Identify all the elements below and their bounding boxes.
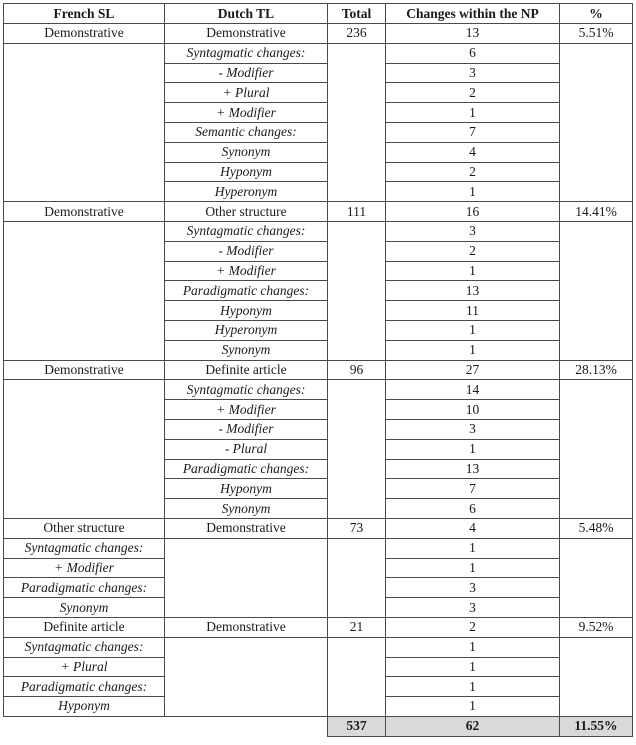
percentage: 14.41% [560,202,633,222]
change-label: Paradigmatic changes: [4,578,165,598]
header-percent: % [560,4,633,24]
header-french-sl: French SL [4,4,165,24]
source-structure: Demonstrative [4,202,165,222]
change-value: 1 [386,637,560,657]
header-row [4,4,633,24]
change-value: 1 [386,439,560,459]
change-value: 1 [386,340,560,360]
change-label: + Plural [165,83,328,103]
change-label: + Modifier [165,103,328,123]
grand-total: 537 [328,716,386,736]
empty-cell [4,43,165,201]
header-total: Total [328,4,386,24]
change-label: - Modifier [165,419,328,439]
np-changes-table [3,3,633,737]
table-row [4,380,633,400]
table-row [4,360,633,380]
change-label: Syntagmatic changes: [165,221,328,241]
total-count: 111 [328,202,386,222]
change-label: Syntagmatic changes: [4,637,165,657]
table-row [4,538,633,558]
change-value: 3 [386,221,560,241]
change-value: 1 [386,261,560,281]
empty-cell [560,221,633,360]
change-value: 1 [386,657,560,677]
change-label: Hyponym [4,697,165,717]
change-label: + Plural [4,657,165,677]
target-structure: Demonstrative [165,617,328,637]
change-value: 2 [386,83,560,103]
header-dutch-tl: Dutch TL [165,4,328,24]
table-row [4,221,633,241]
change-label: Syntagmatic changes: [165,43,328,63]
change-value: 2 [386,241,560,261]
table-row [4,617,633,637]
changes-count: 16 [386,202,560,222]
changes-count: 27 [386,360,560,380]
empty-cell [560,538,633,617]
changes-count: 4 [386,518,560,538]
change-value: 6 [386,43,560,63]
change-value: 1 [386,320,560,340]
change-label: Synonym [165,340,328,360]
change-label: Synonym [165,499,328,519]
change-label: Paradigmatic changes: [165,459,328,479]
target-structure: Demonstrative [165,518,328,538]
change-label: Hyponym [165,162,328,182]
change-value: 1 [386,558,560,578]
empty-cell [328,538,386,617]
empty-cell [328,380,386,519]
change-value: 11 [386,301,560,321]
source-structure: Other structure [4,518,165,538]
changes-count: 2 [386,617,560,637]
total-count: 21 [328,617,386,637]
change-value: 2 [386,162,560,182]
change-value: 1 [386,697,560,717]
table-row [4,518,633,538]
change-label: Synonym [165,142,328,162]
table-row [4,637,633,657]
change-label: Syntagmatic changes: [165,380,328,400]
empty-cell [328,221,386,360]
change-label: Syntagmatic changes: [4,538,165,558]
change-value: 7 [386,122,560,142]
grand-total-changes: 62 [386,716,560,736]
totals-row [4,716,633,736]
empty-cell [165,538,328,617]
table-row [4,202,633,222]
change-value: 7 [386,479,560,499]
change-label: Hyperonym [165,182,328,202]
change-label: - Modifier [165,241,328,261]
change-value: 3 [386,63,560,83]
total-count: 236 [328,24,386,44]
change-label: Hyperonym [165,320,328,340]
table-body [4,24,633,737]
change-value: 3 [386,598,560,618]
change-value: 4 [386,142,560,162]
change-label: Paradigmatic changes: [165,281,328,301]
target-structure: Definite article [165,360,328,380]
grand-total-percent: 11.55% [560,716,633,736]
change-value: 1 [386,182,560,202]
empty-cell [328,637,386,716]
percentage: 9.52% [560,617,633,637]
source-structure: Definite article [4,617,165,637]
target-structure: Demonstrative [165,24,328,44]
target-structure: Other structure [165,202,328,222]
change-value: 1 [386,103,560,123]
source-structure: Demonstrative [4,360,165,380]
table-row [4,43,633,63]
empty-cell [4,221,165,360]
change-value: 1 [386,538,560,558]
empty-cell [165,637,328,716]
change-value: 14 [386,380,560,400]
empty-cell [560,43,633,201]
empty-cell [328,43,386,201]
change-value: 13 [386,459,560,479]
empty-cell [4,716,328,736]
change-value: 1 [386,677,560,697]
change-label: - Modifier [165,63,328,83]
total-count: 96 [328,360,386,380]
change-label: Hyponym [165,479,328,499]
total-count: 73 [328,518,386,538]
header-changes: Changes within the NP [386,4,560,24]
change-label: + Modifier [165,261,328,281]
table-row [4,24,633,44]
change-label: - Plural [165,439,328,459]
empty-cell [4,380,165,519]
change-value: 3 [386,578,560,598]
change-label: Semantic changes: [165,122,328,142]
change-label: Hyponym [165,301,328,321]
change-label: + Modifier [4,558,165,578]
empty-cell [560,380,633,519]
percentage: 28.13% [560,360,633,380]
empty-cell [560,637,633,716]
changes-count: 13 [386,24,560,44]
change-value: 3 [386,419,560,439]
change-value: 6 [386,499,560,519]
change-label: Synonym [4,598,165,618]
change-label: + Modifier [165,400,328,420]
change-value: 13 [386,281,560,301]
change-value: 10 [386,400,560,420]
percentage: 5.51% [560,24,633,44]
change-label: Paradigmatic changes: [4,677,165,697]
percentage: 5.48% [560,518,633,538]
source-structure: Demonstrative [4,24,165,44]
